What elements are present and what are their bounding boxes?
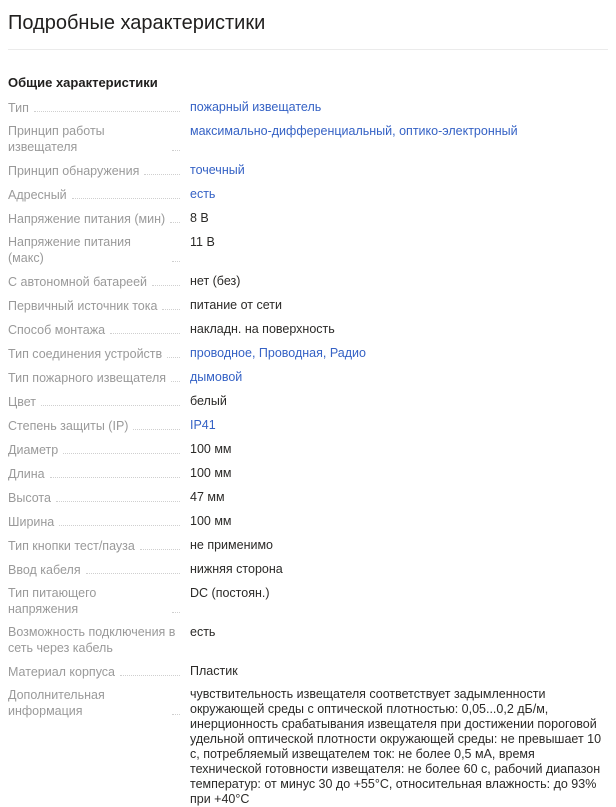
spec-value-link[interactable]: Радио <box>329 346 366 360</box>
spec-label-wrap <box>8 417 190 434</box>
spec-value <box>190 345 608 361</box>
spec-value <box>190 273 608 289</box>
spec-value <box>190 162 608 178</box>
spec-value-text: чувствительность извещателя соответствует задымленности окружающей среды с оптической плотностью: 0,05...0,2 дБ/м, инерционность срабатывания извещателя при достижении пороговой удельной оптической плотности окружающей среды: не превышает 10 с, потребляемый извещателем ток: не более 0,5 мА, время технической готовности извещателя: не более 60 с, рабочий диапазон температур: от минус 30 до +55°С, относительная влажность: до 93% при +40°С <box>190 687 602 806</box>
spec-label: Ввод кабеля <box>8 563 81 577</box>
spec-label-wrap <box>8 234 190 266</box>
dotted-leader <box>59 513 180 526</box>
dotted-leader <box>110 321 180 334</box>
spec-label: Способ монтажа <box>8 323 106 337</box>
spec-value-link[interactable]: пожарный извещатель <box>190 100 322 114</box>
dotted-leader <box>172 702 180 715</box>
spec-label-wrap <box>8 585 190 617</box>
spec-label-wrap <box>8 162 190 179</box>
spec-row <box>8 297 608 314</box>
dotted-leader <box>120 663 180 676</box>
spec-label: Тип кнопки тест/пауза <box>8 539 135 553</box>
spec-label-wrap <box>8 537 190 554</box>
spec-value <box>190 489 608 505</box>
spec-label-wrap <box>8 210 190 227</box>
spec-row <box>8 321 608 338</box>
spec-label-wrap <box>8 687 190 719</box>
spec-label-wrap <box>8 123 190 155</box>
spec-row <box>8 561 608 578</box>
spec-value <box>190 186 608 202</box>
spec-value-separator: , <box>322 346 330 360</box>
spec-label-wrap <box>8 99 190 116</box>
spec-value-separator: , <box>251 346 259 360</box>
spec-value-text: не применимо <box>190 538 274 552</box>
spec-label-wrap <box>8 441 190 458</box>
spec-value <box>190 234 608 250</box>
spec-label: Возможность подключения в сеть через кабель <box>8 625 176 655</box>
spec-label: С автономной батареей <box>8 275 148 289</box>
spec-label: Длина <box>8 467 45 481</box>
spec-label: Напряжение питания (макс) <box>8 235 131 265</box>
spec-row <box>8 489 608 506</box>
spec-row <box>8 663 608 680</box>
spec-row <box>8 345 608 362</box>
spec-value-text: нижняя сторона <box>190 562 283 576</box>
spec-value <box>190 585 608 601</box>
page-title: Подробные характеристики <box>8 12 266 34</box>
spec-value <box>190 393 608 409</box>
spec-value <box>190 561 608 577</box>
spec-value-text: 100 мм <box>190 466 232 480</box>
spec-label-wrap <box>8 321 190 338</box>
dotted-leader <box>171 369 180 382</box>
spec-label: Принцип обнаружения <box>8 164 140 178</box>
spec-label: Цвет <box>8 395 37 409</box>
spec-label: Материал корпуса <box>8 665 116 679</box>
spec-value <box>190 513 608 529</box>
spec-row <box>8 210 608 227</box>
spec-value-link[interactable]: точечный <box>190 163 245 177</box>
dotted-leader <box>133 417 180 430</box>
dotted-leader <box>41 393 180 406</box>
dotted-leader <box>172 138 180 151</box>
divider <box>8 49 608 50</box>
spec-value-text: питание от сети <box>190 298 282 312</box>
spec-label: Дополнительная информация <box>8 688 105 718</box>
spec-row <box>8 123 608 155</box>
spec-label: Тип <box>8 101 29 115</box>
spec-label: Степень защиты (IP) <box>8 419 129 433</box>
dotted-leader <box>172 600 180 613</box>
spec-row <box>8 186 608 203</box>
spec-value <box>190 465 608 481</box>
spec-label-wrap <box>8 465 190 482</box>
spec-value-text: 8 В <box>190 211 209 225</box>
spec-label-wrap <box>8 273 190 290</box>
dotted-leader <box>162 297 180 310</box>
spec-value-text: накладн. на поверхность <box>190 322 335 336</box>
spec-value-text: есть <box>190 625 216 639</box>
spec-label: Первичный источник тока <box>8 299 158 313</box>
dotted-leader <box>34 99 180 112</box>
spec-label: Тип питающего напряжения <box>8 586 97 616</box>
spec-value <box>190 99 608 115</box>
spec-value-text: 100 мм <box>190 514 232 528</box>
spec-label: Тип соединения устройств <box>8 347 163 361</box>
spec-label: Адресный <box>8 188 67 202</box>
spec-value <box>190 321 608 337</box>
dotted-leader <box>63 441 180 454</box>
spec-label-wrap <box>8 369 190 386</box>
spec-value-link[interactable]: дымовой <box>190 370 243 384</box>
spec-row <box>8 234 608 266</box>
spec-value <box>190 210 608 226</box>
spec-row <box>8 99 608 116</box>
spec-label: Высота <box>8 491 51 505</box>
spec-value <box>190 663 608 679</box>
spec-value <box>190 297 608 313</box>
spec-label-wrap <box>8 624 190 656</box>
dotted-leader <box>72 186 180 199</box>
spec-row <box>8 441 608 458</box>
spec-row <box>8 513 608 530</box>
spec-value-text: 11 В <box>190 235 215 249</box>
spec-row <box>8 687 608 807</box>
spec-value-text: нет (без) <box>190 274 241 288</box>
spec-label: Тип пожарного извещателя <box>8 371 167 385</box>
spec-value-link[interactable]: есть <box>190 187 216 201</box>
spec-value <box>190 369 608 385</box>
spec-row <box>8 537 608 554</box>
spec-label-wrap <box>8 186 190 203</box>
spec-value-text: 100 мм <box>190 442 232 456</box>
spec-value <box>190 537 608 553</box>
spec-table <box>8 99 608 807</box>
spec-value-link[interactable]: максимально-дифференциальный <box>190 124 393 138</box>
spec-value <box>190 441 608 457</box>
spec-value-text: Пластик <box>190 664 238 678</box>
spec-value-link[interactable]: проводное <box>190 346 252 360</box>
dotted-leader <box>50 465 180 478</box>
spec-row <box>8 624 608 656</box>
spec-label-wrap <box>8 345 190 362</box>
spec-value-text: 47 мм <box>190 490 225 504</box>
dotted-leader <box>56 489 180 502</box>
spec-value-text: белый <box>190 394 227 408</box>
spec-row <box>8 585 608 617</box>
dotted-leader <box>172 249 180 262</box>
spec-label: Принцип работы извещателя <box>8 124 105 154</box>
dotted-leader <box>170 210 180 223</box>
spec-label-wrap <box>8 297 190 314</box>
spec-label-wrap <box>8 489 190 506</box>
spec-value <box>190 417 608 433</box>
section-title: Общие характеристики <box>8 75 158 90</box>
spec-row <box>8 393 608 410</box>
spec-label: Ширина <box>8 515 55 529</box>
spec-row <box>8 162 608 179</box>
dotted-leader <box>86 561 180 574</box>
spec-value-link[interactable]: оптико-электронный <box>399 124 518 138</box>
dotted-leader <box>167 345 180 358</box>
spec-value <box>190 123 608 139</box>
spec-value-separator: , <box>392 124 400 138</box>
spec-label: Напряжение питания (мин) <box>8 212 166 226</box>
spec-row <box>8 417 608 434</box>
spec-value-link[interactable]: IP41 <box>190 418 216 432</box>
spec-value <box>190 687 608 807</box>
spec-label-wrap <box>8 561 190 578</box>
spec-value <box>190 624 608 640</box>
dotted-leader <box>144 162 180 175</box>
spec-label-wrap <box>8 513 190 530</box>
dotted-leader <box>140 537 180 550</box>
spec-row <box>8 465 608 482</box>
spec-label-wrap <box>8 393 190 410</box>
spec-label: Диаметр <box>8 443 59 457</box>
spec-value-link[interactable]: Проводная <box>258 346 323 360</box>
spec-value-text: DC (постоян.) <box>190 586 270 600</box>
dotted-leader <box>152 273 180 286</box>
spec-label-wrap <box>8 663 190 680</box>
spec-row <box>8 369 608 386</box>
spec-row <box>8 273 608 290</box>
